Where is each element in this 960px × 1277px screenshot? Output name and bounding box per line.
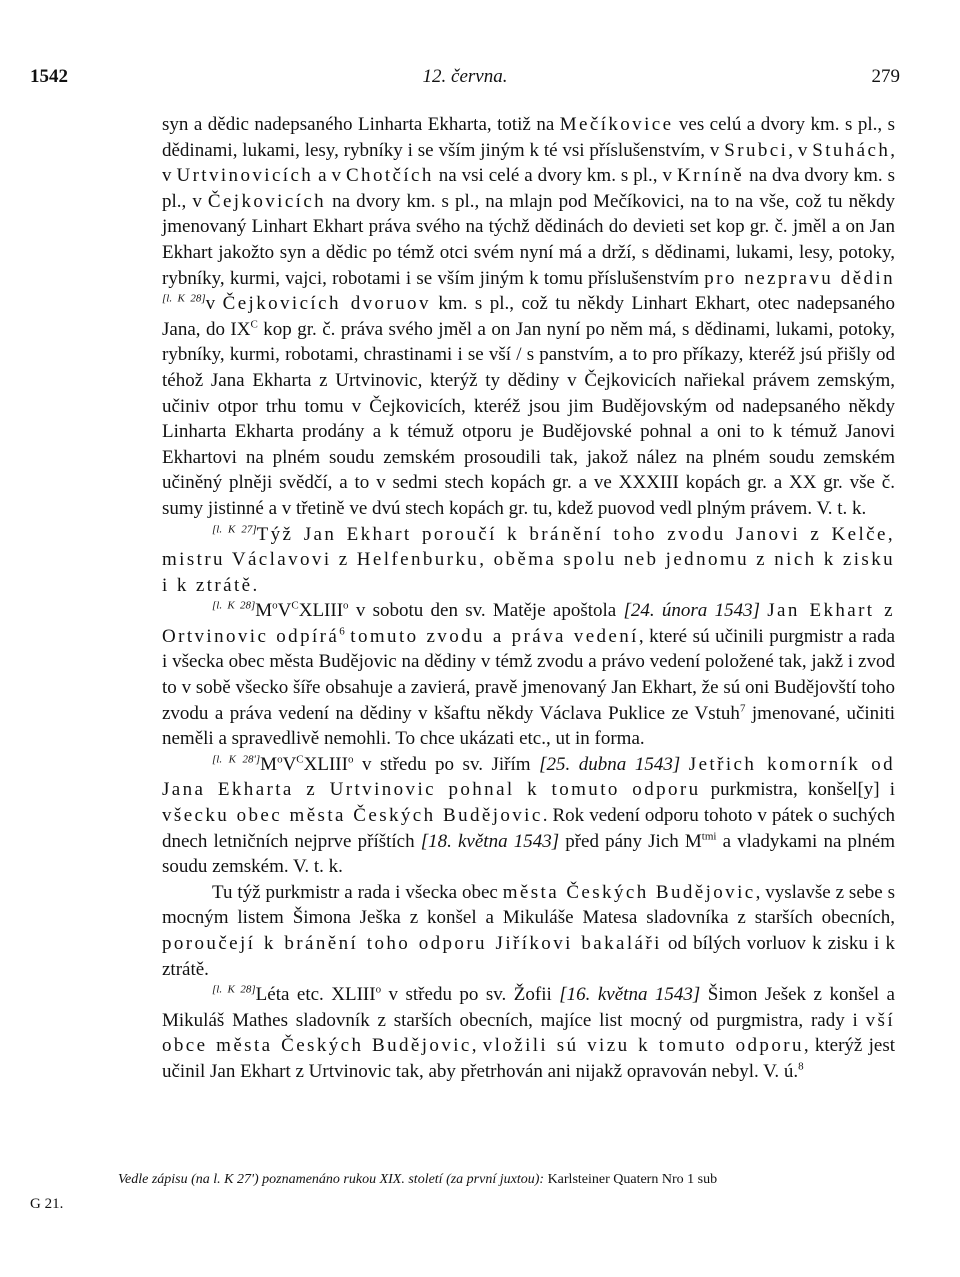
spaced-text: vší obce města Českých Budějovic bbox=[162, 1009, 895, 1057]
text-run: Léta etc. XLIII bbox=[255, 984, 376, 1006]
text-run: XLIII bbox=[298, 600, 344, 622]
spaced-text: Týž Jan Ekhart poroučí k bránění toho zvodu Janovi z Kelče, mistru Václavovi z Helfenburku, oběma spolu neb jednomu z nich k zisku i k ztrátě. bbox=[162, 523, 895, 596]
superscript: o bbox=[347, 753, 354, 766]
text-run: , v bbox=[162, 139, 895, 187]
superscript: o bbox=[343, 599, 349, 612]
spaced-text: vložili sú vizu k tomuto odporu bbox=[482, 1035, 804, 1057]
text-run: a v bbox=[313, 165, 346, 187]
date-annotation: [18. května 1543] bbox=[420, 830, 560, 852]
spaced-text: Jan Ekhart z Ortvinovic odpírá bbox=[162, 600, 895, 647]
text-run: purkmistra, konšel[y] i bbox=[700, 779, 896, 801]
text-run: na dvory km. s pl., na mlajn pod Mečíkovici, na to na vše, což tu někdy jmenovaný Linhart Ekhart práva svého na týchž dědinách do devieti set kop gr. č. jměl a on Jan Ekhart jakožto syn a dědic po témž otci svém nyní má a drží, s dědinami, lukami, lesy, potoky, rybníky, kurmi, vajci, robotami i se vším jiným k tomu příslušenstvím bbox=[162, 190, 896, 289]
page-header bbox=[30, 66, 900, 90]
main-text bbox=[162, 112, 895, 1085]
text-run: na dva dvory km. s pl., v bbox=[162, 165, 895, 212]
spaced-text: pro nezpravu dědin bbox=[704, 267, 895, 289]
footnote bbox=[118, 1170, 898, 1190]
superscript: C bbox=[296, 753, 304, 766]
text-run: V bbox=[282, 753, 297, 775]
spaced-text: města Českých Budějovic bbox=[502, 881, 756, 903]
paragraph bbox=[162, 982, 895, 1084]
text-run: jmenované, učiniti neměli a spravedlivě nemohli. To chce ukázati etc., ut in forma. bbox=[162, 702, 895, 750]
spaced-text: Stuhách bbox=[812, 139, 891, 161]
superscript: 8 bbox=[798, 1060, 804, 1073]
footnote-regular: Karlsteiner Quatern Nro 1 sub bbox=[544, 1172, 718, 1187]
folio-marker: [l. K 28] bbox=[162, 292, 206, 305]
spaced-text: Chotčích bbox=[345, 165, 434, 187]
text-run: Tu týž purkmistr a rada i všecka obec bbox=[212, 881, 503, 903]
text-run: v středu po sv. Jiřím bbox=[353, 753, 540, 775]
date-heading: 12. června. bbox=[422, 66, 508, 87]
superscript: 7 bbox=[739, 702, 746, 715]
superscript: o bbox=[272, 599, 278, 612]
text-run bbox=[680, 754, 689, 775]
superscript: 6 bbox=[339, 625, 345, 638]
text-run: v bbox=[205, 293, 223, 315]
spaced-text: Čejkovicích dvoruov bbox=[222, 293, 431, 315]
paragraph bbox=[162, 522, 895, 599]
text-run: ves celú a dvory km. s pl., s dědinami, lukami, lesy, rybníky i se vším jiným k té vsi příslušenstvím, v bbox=[162, 114, 895, 161]
text-run: , vyslavše z sebe s mocným listem Šimona Ješka z konšel a Mikuláše Matesa sladovníka z starších obecních, bbox=[162, 881, 895, 929]
text-run: . Rok vedení odporu tohoto v pátek o suchých dnech letničních nejprve příštích bbox=[162, 805, 895, 852]
spaced-text: Čejkovicích bbox=[207, 190, 327, 212]
text-run: před pány Jich M bbox=[559, 830, 702, 852]
spaced-text: všecku obec města Českých Budějovic bbox=[162, 805, 543, 827]
text-run: syn a dědic nadepsaného Linharta Ekharta, totiž na bbox=[162, 114, 560, 135]
paragraph bbox=[162, 598, 895, 752]
date-annotation: [25. dubna 1543] bbox=[539, 753, 681, 775]
text-run: V bbox=[277, 600, 292, 622]
text-run: od bílých vorluov k zisku i k ztrátě. bbox=[162, 933, 896, 980]
text-run: M bbox=[260, 753, 278, 775]
year-label: 1542 bbox=[30, 66, 68, 87]
page-number: 279 bbox=[871, 66, 900, 87]
text-run: , v bbox=[788, 139, 813, 161]
text-run: , bbox=[471, 1035, 483, 1057]
spaced-text: Urtvinovicích bbox=[176, 165, 314, 187]
superscript: o bbox=[277, 753, 283, 766]
text-run: a vladykami na plném soudu zemském. V. t. k. bbox=[162, 830, 895, 878]
spaced-text: tomuto zvodu a práva vedení bbox=[350, 625, 639, 647]
text-run: , které sú učinili purgmistr a rada i všecka obec města Budějovic na dědiny v témž zvodu a právo vedení položené tak, jakž i zvod to v sobě všecko šíře obsahuje a zavierá, pravě jmenovaný Jan Ekhart, že sú oni Budějovští toho zvodu a práva vedení na dědiny v kšaftu někdy Václava Puklice ze Vstuh bbox=[162, 625, 895, 724]
text-run: km. s pl., což tu někdy Linhart Ekhart, otec nadepsaného Jana, do IX bbox=[162, 293, 895, 340]
spaced-text: Krníně bbox=[676, 165, 745, 187]
text-run: v středu po sv. Žofii bbox=[381, 984, 560, 1006]
folio-marker: [l. K 28'] bbox=[212, 753, 261, 766]
text-run: v sobotu den sv. Matěje apoštola bbox=[348, 600, 624, 622]
spaced-text: Srubci bbox=[724, 139, 789, 161]
superscript: C bbox=[291, 599, 299, 612]
footnote-italic: Vedle zápisu (na l. K 27') poznamenáno rukou XIX. století (za první juxtou): bbox=[118, 1172, 545, 1187]
text-run: XLIII bbox=[303, 753, 348, 775]
superscript: o bbox=[375, 983, 382, 996]
date-annotation: [16. května 1543] bbox=[559, 984, 701, 1006]
text-run: , kterýž jest učinil Jan Ekhart z Urtvinovic tak, aby přetrhován ani nijakž opravován nebyl. V. ú. bbox=[162, 1035, 896, 1082]
text-run: Šimon Ješek z konšel a Mikuláš Mathes sladovník z starších obecních, majíce list mocný od purgmistra, rady i bbox=[162, 984, 895, 1031]
margin-note: G 21. bbox=[30, 1196, 64, 1212]
folio-marker: [l. K 27] bbox=[212, 523, 257, 536]
spaced-text: Mečíkovice bbox=[559, 114, 674, 135]
paragraph bbox=[162, 752, 895, 880]
superscript: tmi bbox=[701, 830, 717, 843]
superscript: C bbox=[250, 318, 258, 331]
text-run: M bbox=[255, 600, 273, 622]
spaced-text: Jetřich komorník od Jana Ekharta z Urtvinovic pohnal k tomuto odporu bbox=[162, 753, 895, 801]
text-run: kop gr. č. práva svého jměl a on Jan nyní po něm má, s dědinami, lukami, potoky, rybníky, kurmi, robotami, chrastinami i se vší / s panstvím, a to pro příkazy, kteréž jsú přišly od téhož Jana Ekharta z Urtvinovic, kterýž ty dědiny v Čejkovicích nařiekal právem zemským, učiniv otpor trhu tomu v Čejkovicích, kteréž jsou jim Budějovským od nadepsaného někdy Linharta Ekharta prodány a k témuž otporu je Budějovské pohnal a oni to k témuž Janovi Ekhartovi na plném soudu zemském prosoudili tak, jakož nález na plném soudu zemském učiněný plněji svědčí, a to v sedmi stech kopách gr. a ve XXXIII kopách gr. a XX gr. vše č. sumy jistinné a v třetině ve dvú stech kopách gr. tu, kdež puovod vedl plným právem. V. t. k. bbox=[162, 318, 895, 519]
paragraph bbox=[162, 112, 895, 522]
text-run: na vsi celé a dvory km. s pl., v bbox=[433, 165, 677, 187]
date-annotation: [24. února 1543] bbox=[623, 600, 760, 622]
paragraph bbox=[162, 880, 895, 982]
spaced-text: poroučejí k bránění toho odporu Jiříkovi bakaláři bbox=[162, 933, 662, 954]
folio-marker: [l. K 28] bbox=[212, 983, 256, 996]
folio-marker: [l. K 28] bbox=[212, 599, 256, 612]
